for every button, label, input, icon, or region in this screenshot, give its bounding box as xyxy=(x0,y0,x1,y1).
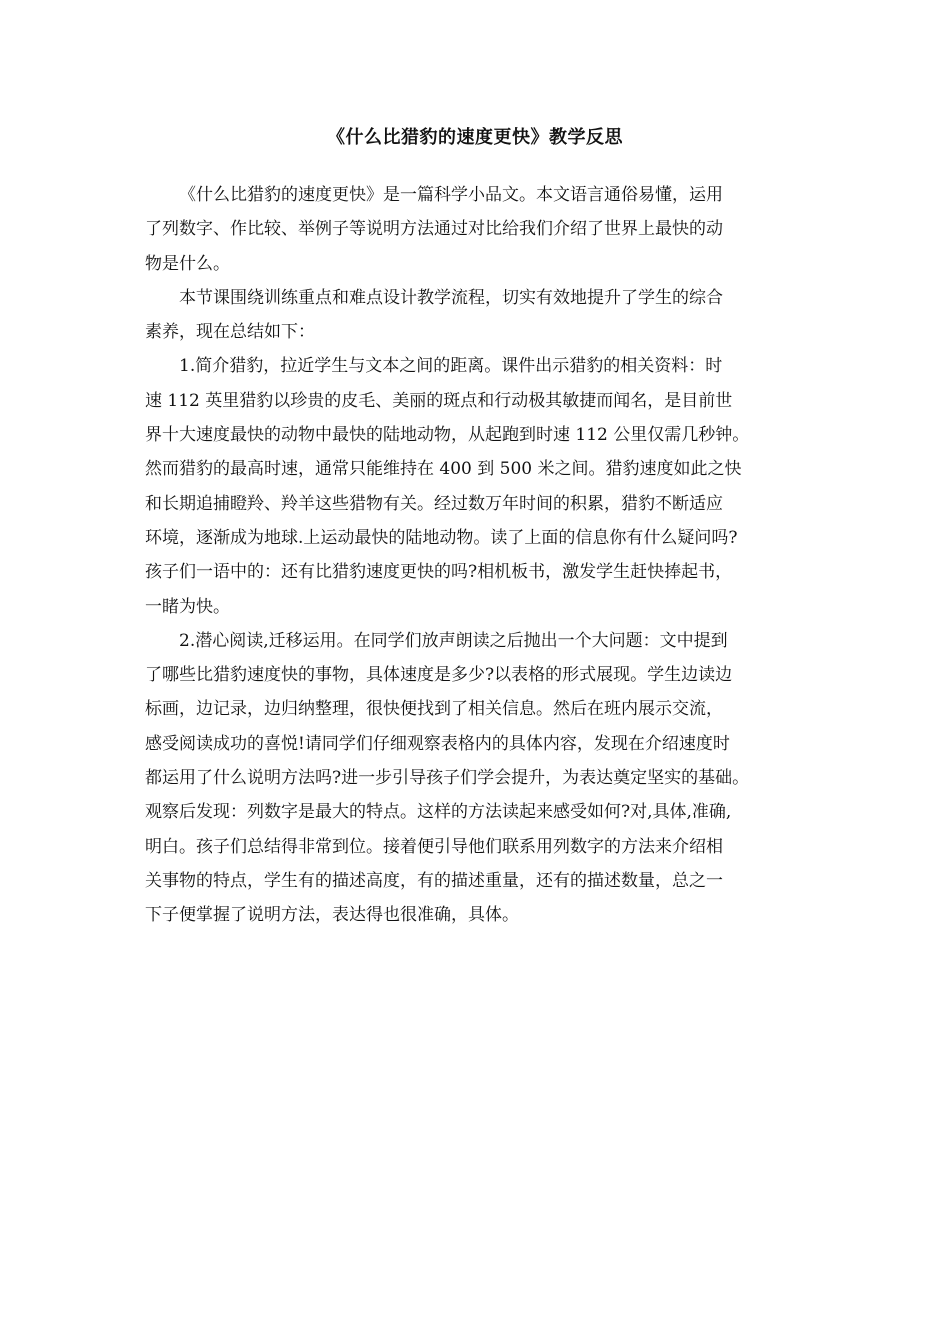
paragraph-line: 孩子们一语中的：还有比猎豹速度更快的吗?相机板书，激发学生赶快捧起书， xyxy=(145,562,733,583)
paragraph-intro xyxy=(145,178,810,281)
document-body xyxy=(145,178,810,933)
paragraph-line: 《什么比猎豹的速度更快》是一篇科学小品文。本文语言通俗易懂，运用 xyxy=(179,185,723,205)
paragraph-line: 下子便掌握了说明方法，表达得也很准确，具体。 xyxy=(145,905,519,926)
paragraph-line: 观察后发现：列数字是最大的特点。这样的方法读起来感受如何?对,具体,准确, xyxy=(145,802,732,823)
paragraph-line: 了哪些比猎豹速度快的事物，具体速度是多少?以表格的形式展现。学生边读边 xyxy=(145,665,733,686)
document-title: 《什么比猎豹的速度更快》教学反思 xyxy=(327,127,623,148)
paragraph-line: 1.简介猎豹，拉近学生与文本之间的距离。课件出示猎豹的相关资料：时 xyxy=(179,356,723,377)
paragraph-line: 一睹为快。 xyxy=(145,596,230,617)
paragraph-line: 界十大速度最快的动物中最快的陆地动物，从起跑到时速 112 公里仅需几秒钟。 xyxy=(145,425,750,446)
paragraph-line: 2.潜心阅读,迁移运用。在同学们放声朗读之后抛出一个大问题：文中提到 xyxy=(179,630,728,651)
paragraph-line: 素养，现在总结如下： xyxy=(145,322,315,343)
paragraph-line: 标画，边记录，边归纳整理，很快便找到了相关信息。然后在班内展示交流， xyxy=(145,699,723,720)
paragraph-line: 环境，逐渐成为地球.上运动最快的陆地动物。读了上面的信息你有什么疑问吗? xyxy=(145,527,738,548)
paragraph-point-1 xyxy=(145,349,810,623)
paragraph-line: 和长期追捕瞪羚、羚羊这些猎物有关。经过数万年时间的积累，猎豹不断适应 xyxy=(145,493,723,514)
paragraph-line: 物是什么。 xyxy=(145,253,230,274)
paragraph-line: 关事物的特点，学生有的描述高度，有的描述重量，还有的描述数量，总之一 xyxy=(145,870,723,891)
paragraph-line: 都运用了什么说明方法吗?进一步引导孩子们学会提升，为表达奠定坚实的基础。 xyxy=(145,768,750,789)
paragraph-point-2 xyxy=(145,624,810,933)
paragraph-summary xyxy=(145,281,810,350)
paragraph-line: 明白。孩子们总结得非常到位。接着便引导他们联系用列数字的方法来介绍相 xyxy=(145,836,723,857)
paragraph-line: 感受阅读成功的喜悦!请同学们仔细观察表格内的具体内容，发现在介绍速度时 xyxy=(145,733,730,754)
paragraph-line: 了列数字、作比较、举例子等说明方法通过对比给我们介绍了世界上最快的动 xyxy=(145,219,723,240)
paragraph-line: 本节课围绕训练重点和难点设计教学流程，切实有效地提升了学生的综合 xyxy=(179,287,723,308)
paragraph-line: 然而猎豹的最高时速，通常只能维持在 400 到 500 米之间。猎豹速度如此之快 xyxy=(145,459,742,480)
paragraph-line: 速 112 英里猎豹以珍贵的皮毛、美丽的斑点和行动极其敏捷而闻名，是目前世 xyxy=(145,390,733,411)
